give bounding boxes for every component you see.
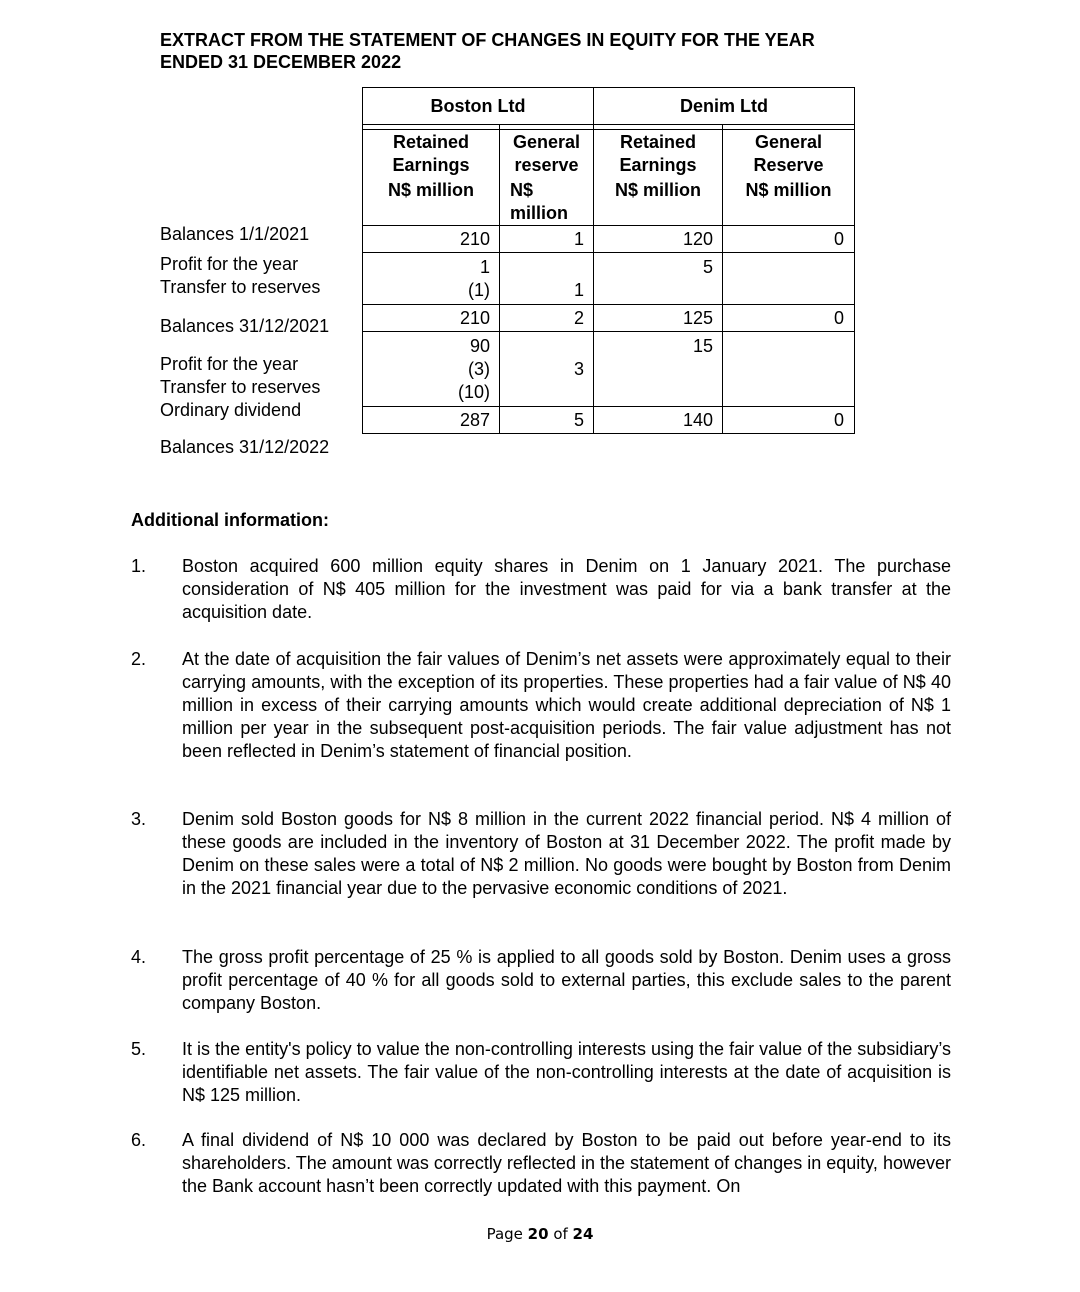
item-text: The gross profit percentage of 25 % is applied to all goods sold by Boston. Denim uses a gross profit percentage of 40 % for all goods sold to external parties, this exclude sales to the parent company Boston. [182,947,951,1013]
column-unit: N$ million [723,179,855,226]
table-cell: 0 [833,228,844,249]
column-unit: N$ million [594,179,723,226]
table-cell: 210 [459,307,490,328]
column-header: Retained Earnings [594,130,723,180]
table-cell: 5 [573,409,584,430]
table-cell [723,381,854,404]
additional-information-heading: Additional information: [131,510,329,530]
row-label: Profit for the year [160,254,299,274]
row-label: Balances 31/12/2021 [160,316,330,336]
table-row-movements-2022 [363,332,855,407]
item-text: Denim sold Boston goods for N$ 8 million in the current 2022 financial period. N$ 4 million of these goods are included in the inventory of Boston at 31 December 2022. The profit made by Denim on these sales were a total of N$ 2 million. No goods were bought by Boston from Denim in the 2021 financial year due to the pervasive economic conditions of 2021. [182,809,951,898]
table-cell [723,358,854,381]
table-cell: 120 [682,228,713,249]
table-cell: 1 [573,228,584,249]
table-cell: 5 [702,257,713,277]
table-row-movements-2021 [363,253,855,305]
table-cell: (10) [457,382,490,402]
table-cell: 90 [469,336,490,356]
title-line-2: ENDED 31 DECEMBER 2022 [160,52,402,72]
column-header: General Reserve [723,130,855,180]
item-number: 4. [131,947,147,967]
row-label: Profit for the year [160,354,299,374]
table-cell [723,279,854,302]
table-cell: 140 [682,409,713,430]
table-cell: 0 [833,307,844,328]
row-label: Transfer to reserves [160,377,321,397]
equity-table [362,87,855,434]
group-header-boston: Boston Ltd [363,88,594,125]
table-cell: 2 [573,307,584,328]
table-cell [594,358,722,381]
table-row-opening-balance [363,226,855,253]
page-number: Page 20 of 24 [486,1225,594,1243]
table-cell: 125 [682,307,713,328]
row-label: Balances 31/12/2022 [160,437,330,457]
row-label: Balances 1/1/2021 [160,224,310,244]
table-cell: (3) [468,359,490,379]
table-cell: 0 [833,409,844,430]
column-header: Retained Earnings [363,130,500,180]
table-cell [723,256,854,279]
table-cell: 15 [692,336,713,356]
item-text: It is the entity's policy to value the non-controlling interests using the fair value of the subsidiary’s identifiable net assets. The fair value of the non-controlling interests at the date of acquisition is N$ 125 million. [182,1039,951,1105]
table-row-closing-balance [363,407,855,434]
table-cell [594,381,722,404]
item-number: 1. [131,556,147,576]
table-cell [500,256,593,279]
table-cell: 1 [573,280,584,300]
table-cell: (1) [468,280,490,300]
table-cell: 210 [459,228,490,249]
column-unit: N$ million [500,179,594,226]
row-label: Ordinary dividend [160,400,302,420]
table-row-balance-2021 [363,305,855,332]
statement-title [160,29,940,73]
item-number: 2. [131,649,147,669]
table-cell: 3 [573,359,584,379]
table-cell: 287 [459,409,490,430]
table-cell [500,335,593,358]
item-text: A final dividend of N$ 10 000 was declared by Boston to be paid out before year-end to its shareholders. The amount was correctly reflected in the statement of changes in equity, however the Bank account hasn’t been correctly updated with this payment. On [182,1130,951,1196]
item-number: 5. [131,1039,147,1059]
table-cell [594,279,722,302]
row-label: Transfer to reserves [160,277,321,297]
column-header: General reserve [500,130,594,180]
item-number: 3. [131,809,147,829]
item-text: Boston acquired 600 million equity shares in Denim on 1 January 2021. The purchase consideration of N$ 405 million for the investment was paid for via a bank transfer at the acquisition date. [182,556,951,622]
column-unit: N$ million [363,179,500,226]
group-header-denim: Denim Ltd [594,88,855,125]
title-line-1: EXTRACT FROM THE STATEMENT OF CHANGES IN EQUITY FOR THE YEAR [160,30,815,50]
table-cell [500,381,593,404]
table-cell: 1 [479,257,490,277]
item-text: At the date of acquisition the fair values of Denim’s net assets were approximately equal to their carrying amounts, with the exception of its properties. These properties had a fair value of N$ 40 million in excess of their carrying amounts which would create additional depreciation of N$ 1 million per year in the subsequent post-acquisition periods. The fair value adjustment has not been reflected in Denim’s statement of financial position. [182,649,951,761]
table-cell [723,335,854,358]
item-number: 6. [131,1130,147,1150]
